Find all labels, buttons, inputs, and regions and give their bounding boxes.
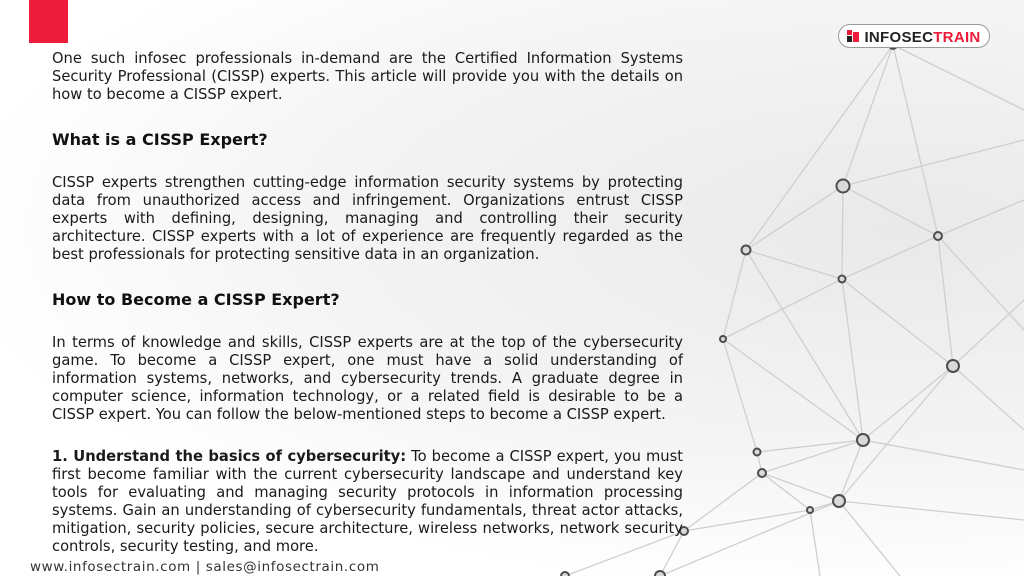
- heading-how-to-become: How to Become a CISSP Expert?: [52, 290, 340, 309]
- intro-paragraph: One such infosec professionals in-demand are the Certified Information Systems Security Professional (CISSP) experts. This article will provide you with the details on how to become a CISSP expert.: [52, 50, 683, 103]
- corner-accent: [29, 0, 68, 43]
- step1-paragraph: [52, 448, 683, 556]
- step1-body: To become a CISSP expert, you must first become familiar with the current cybersecurity landscape and understand key tools for evaluating and managing security protocols in information processing systems. Gain an understanding of cybersecurity fundamentals, threat actor attacks, mitigation, security policies, secure architecture, wireless networks, network security controls, security testing, and more.: [52, 448, 683, 555]
- section1-paragraph: CISSP experts strengthen cutting-edge information security systems by protecting data from unauthorized access and infringement. Organizations entrust CISSP experts with defining, designing, managing and controlling their security architecture. CISSP experts with a lot of experience are frequently regarded as the best professionals for protecting sensitive data in an organization.: [52, 174, 683, 263]
- section2-paragraph: In terms of knowledge and skills, CISSP experts are at the top of the cybersecurity game. To become a CISSP expert, one must have a solid understanding of information systems, networks, and cybersecurity trends. A graduate degree in computer science, information technology, or a related field is desirable to be a CISSP expert. You can follow the below-mentioned steps to become a CISSP expert.: [52, 334, 683, 423]
- logo-text-infosec: INFOSEC: [864, 28, 934, 46]
- logo-text-train: TRAIN: [933, 28, 981, 46]
- logo-mark-icon: [847, 30, 859, 42]
- article-content: [52, 50, 683, 556]
- footer-contact: www.infosectrain.com | sales@infosectrain.com: [30, 559, 380, 575]
- step1-title: 1. Understand the basics of cybersecurity:: [52, 448, 407, 465]
- heading-what-is-cissp-expert: What is a CISSP Expert?: [52, 130, 268, 149]
- infosectrain-logo: [838, 24, 990, 48]
